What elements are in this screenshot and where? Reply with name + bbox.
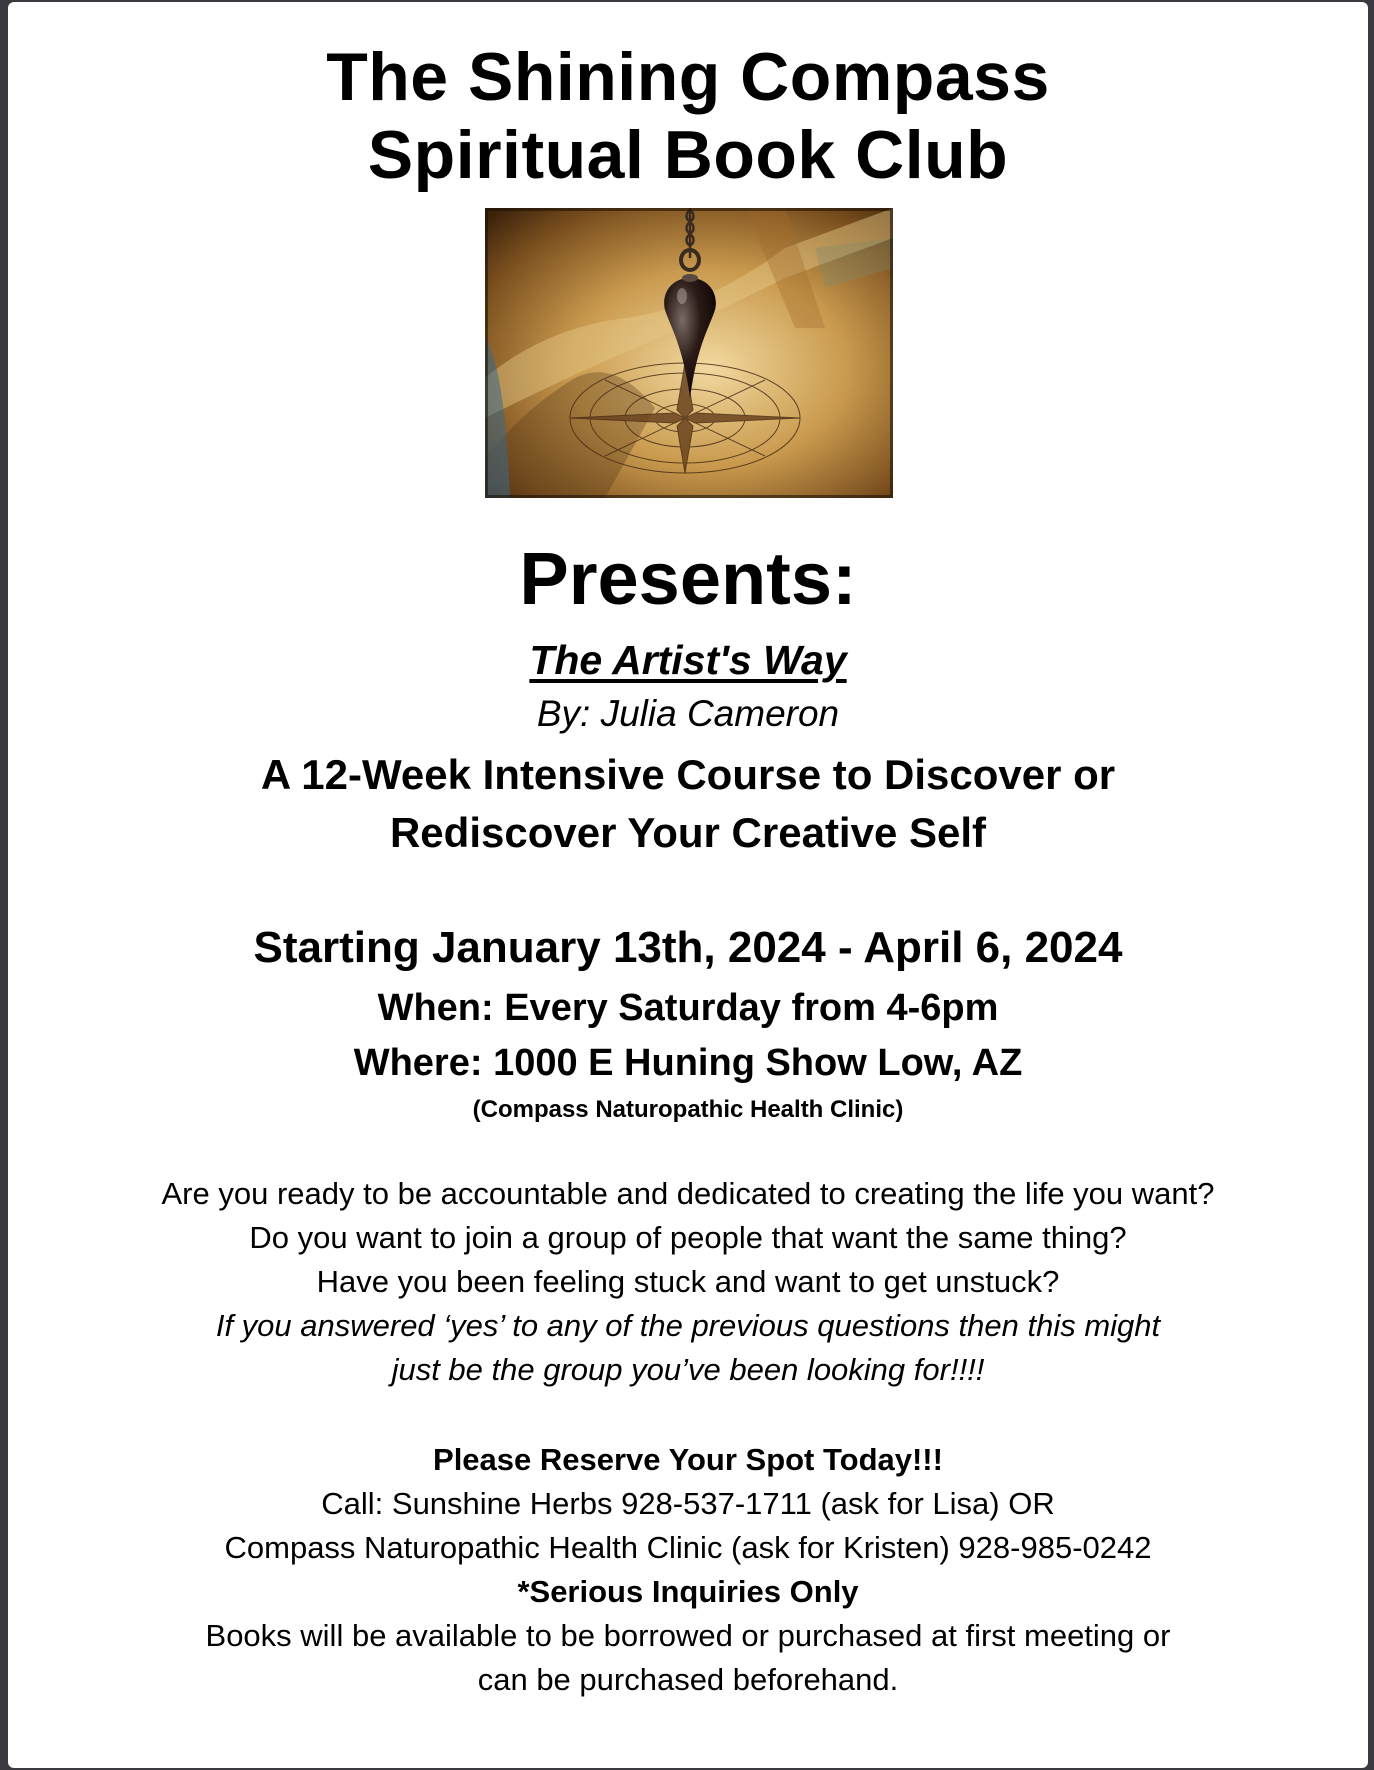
book-title: The Artist's Way (529, 637, 847, 683)
presents-heading: Presents: (519, 537, 857, 620)
call-line-2: Compass Naturopathic Health Clinic (ask for Kristen) 928-985-0242 (224, 1530, 1152, 1565)
question-accountable: Are you ready to be accountable and dedicated to creating the life you want? (161, 1176, 1215, 1211)
flyer-page (8, 2, 1368, 1768)
flyer-title (8, 38, 1368, 194)
cta-line-2: just be the group you’ve been looking for!!!! (391, 1352, 985, 1387)
course-subtitle (8, 746, 1368, 862)
meeting-location: Where: 1000 E Huning Show Low, AZ (353, 1042, 1023, 1084)
reserve-heading: Please Reserve Your Spot Today!!! (433, 1442, 943, 1477)
books-line-1: Books will be available to be borrowed or purchased at first meeting or (205, 1618, 1171, 1653)
meeting-time: When: Every Saturday from 4-6pm (377, 987, 999, 1029)
book-author: By: Julia Cameron (536, 693, 840, 734)
pendulum-compass-image (485, 208, 893, 498)
call-line-1: Call: Sunshine Herbs 928-537-1711 (ask for Lisa) OR (321, 1486, 1055, 1521)
cta-line-1: If you answered ‘yes’ to any of the previous questions then this might (215, 1308, 1161, 1343)
books-line-2: can be purchased beforehand. (477, 1662, 899, 1697)
questions-block (8, 1172, 1368, 1392)
subtitle-line-1: A 12-Week Intensive Course to Discover or (260, 751, 1116, 798)
location-note: (Compass Naturopathic Health Clinic) (472, 1096, 904, 1123)
course-dates: Starting January 13th, 2024 - April 6, 2024 (253, 923, 1123, 972)
pendulum-icon (485, 208, 893, 498)
reserve-block (8, 1438, 1368, 1702)
title-line-1: The Shining Compass (326, 39, 1050, 115)
question-stuck: Have you been feeling stuck and want to get unstuck? (316, 1264, 1060, 1299)
serious-inquiries-note: *Serious Inquiries Only (517, 1574, 859, 1609)
question-join-group: Do you want to join a group of people that want the same thing? (249, 1220, 1127, 1255)
subtitle-line-2: Rediscover Your Creative Self (389, 809, 987, 856)
title-line-2: Spiritual Book Club (367, 117, 1009, 193)
